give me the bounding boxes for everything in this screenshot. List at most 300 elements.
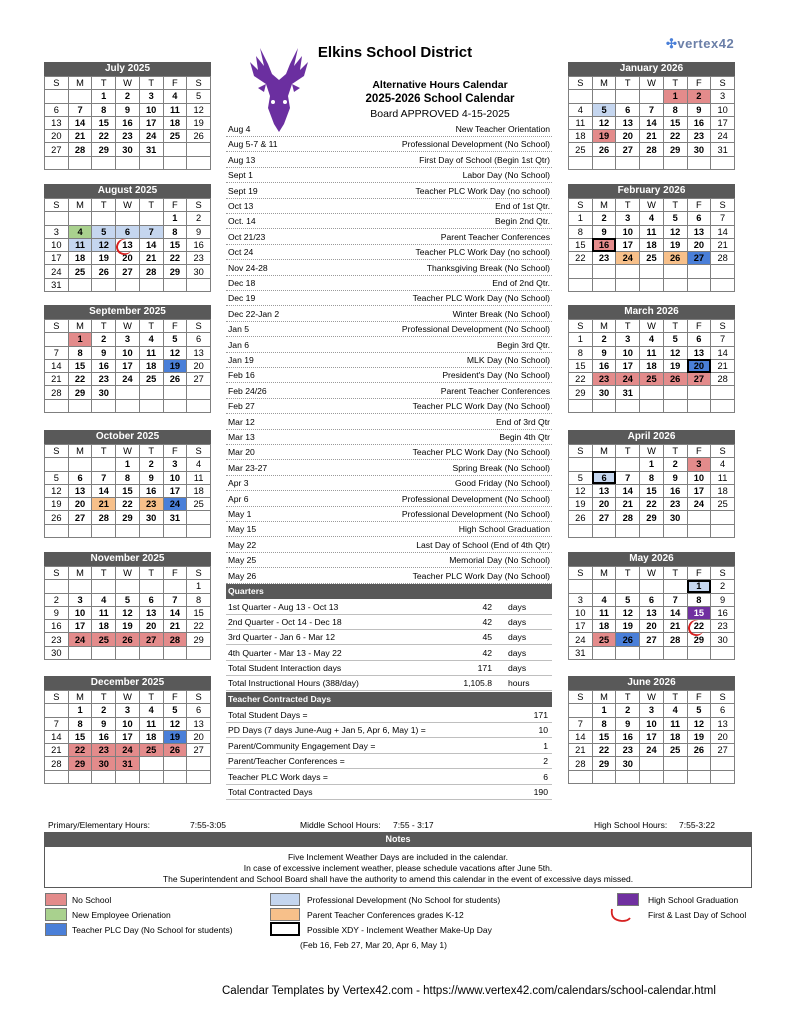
day-cell: 7	[711, 212, 735, 225]
weekday-header: F	[687, 77, 711, 90]
weekday-header: W	[116, 691, 140, 704]
day-cell: 9	[616, 717, 640, 730]
day-cell: 5	[92, 225, 116, 238]
day-cell: 6	[187, 704, 211, 717]
empty-cell	[92, 156, 116, 169]
day-cell: 5	[569, 471, 593, 484]
empty-cell	[640, 265, 664, 278]
day-cell: 27	[68, 511, 92, 524]
quarter-label: 2nd Quarter - Oct 14 - Dec 18	[228, 617, 342, 628]
day-cell: 17	[163, 484, 187, 497]
weekday-header: T	[616, 567, 640, 580]
event-text: Labor Day (No School)	[462, 170, 550, 181]
subtitle-approval: Board APPROVED 4-15-2025	[370, 108, 510, 120]
event-text: Parent Teacher Conferences	[440, 231, 550, 242]
event-text: Begin 2nd Qtr.	[495, 216, 550, 227]
empty-cell	[569, 580, 593, 593]
weekday-header: S	[45, 77, 69, 90]
day-cell: 9	[139, 471, 163, 484]
event-row	[226, 291, 552, 306]
empty-cell	[163, 386, 187, 399]
day-cell: 11	[569, 116, 593, 129]
day-cell: 24	[640, 744, 664, 757]
empty-cell	[711, 386, 735, 399]
weekday-header: M	[68, 77, 92, 90]
day-cell: 27	[711, 744, 735, 757]
empty-cell	[139, 212, 163, 225]
legend-first-last: First & Last Day of School	[648, 910, 747, 920]
empty-cell	[92, 399, 116, 412]
day-cell: 25	[187, 498, 211, 511]
contract-row	[226, 754, 552, 769]
weekday-header: T	[616, 691, 640, 704]
legend-swatch-pd	[270, 893, 300, 906]
day-cell: 5	[187, 90, 211, 103]
weekday-header: S	[711, 567, 735, 580]
day-cell: 5	[663, 333, 687, 346]
empty-cell	[68, 156, 92, 169]
event-date: Dec 19	[228, 293, 256, 304]
day-cell: 31	[569, 646, 593, 659]
month-title: November 2025	[44, 552, 211, 566]
day-cell: 23	[687, 130, 711, 143]
quarter-value: 42	[482, 647, 492, 658]
day-cell: 15	[187, 606, 211, 619]
weekday-header: T	[92, 567, 116, 580]
day-cell: 11	[139, 346, 163, 359]
event-date: Oct 24	[228, 247, 254, 258]
day-cell: 14	[163, 606, 187, 619]
event-text: MLK Day (No School)	[466, 355, 550, 365]
day-cell: 7	[640, 103, 664, 116]
event-row	[226, 214, 552, 229]
day-cell: 20	[711, 730, 735, 743]
day-cell: 6	[687, 333, 711, 346]
empty-cell	[116, 212, 140, 225]
empty-cell	[45, 399, 69, 412]
quarter-value: 42	[482, 617, 492, 628]
event-row	[226, 122, 552, 137]
event-row	[226, 199, 552, 214]
day-cell: 2	[663, 458, 687, 471]
weekday-header: W	[116, 567, 140, 580]
day-cell: 19	[663, 238, 687, 251]
event-date: Mar 20	[228, 447, 255, 458]
day-cell: 16	[139, 484, 163, 497]
day-cell: 18	[592, 620, 616, 633]
event-row	[226, 168, 552, 183]
contract-label: Total Student Days =	[228, 710, 308, 720]
empty-cell	[687, 278, 711, 291]
day-cell: 8	[116, 471, 140, 484]
weekday-header: S	[45, 320, 69, 333]
event-text: Professional Development (No School)	[401, 509, 550, 519]
event-text: Parent Teacher Conferences	[440, 385, 550, 396]
day-cell: 29	[68, 757, 92, 770]
day-cell: 1	[68, 704, 92, 717]
month-title: June 2026	[568, 676, 735, 690]
day-cell: 20	[139, 620, 163, 633]
empty-cell	[163, 770, 187, 783]
day-cell: 27	[139, 633, 163, 646]
day-cell: 26	[187, 130, 211, 143]
day-cell: 17	[45, 252, 69, 265]
weekday-header: F	[687, 320, 711, 333]
day-cell: 8	[68, 717, 92, 730]
note-line: In case of excessive inclement weather, please schedule vacations after June 5th.	[243, 863, 553, 873]
weekday-header: W	[640, 567, 664, 580]
event-row	[226, 153, 552, 168]
event-row	[226, 553, 552, 568]
day-cell: 21	[711, 238, 735, 251]
high-hours: 7:55-3:22	[679, 820, 715, 830]
day-cell: 29	[92, 143, 116, 156]
day-cell: 6	[592, 471, 616, 484]
day-cell: 28	[45, 386, 69, 399]
event-row	[226, 230, 552, 245]
empty-cell	[163, 278, 187, 291]
empty-cell	[187, 524, 211, 537]
legend-xdy: Possible XDY - Inclement Weather Make-Up Day	[307, 925, 492, 935]
event-text: Spring Break (No School)	[452, 462, 550, 473]
weekday-header: T	[663, 320, 687, 333]
day-cell: 17	[687, 484, 711, 497]
empty-cell	[139, 580, 163, 593]
empty-cell	[116, 646, 140, 659]
day-cell: 19	[187, 116, 211, 129]
day-cell: 23	[116, 130, 140, 143]
day-cell: 2	[116, 90, 140, 103]
empty-cell	[45, 90, 69, 103]
empty-cell	[640, 646, 664, 659]
event-row	[226, 322, 552, 337]
event-date: Aug 13	[228, 154, 256, 165]
empty-cell	[45, 524, 69, 537]
weekday-header: S	[45, 445, 69, 458]
event-date: May 1	[228, 509, 252, 519]
empty-cell	[116, 278, 140, 291]
event-text: President's Day (No School)	[442, 370, 550, 381]
day-cell: 12	[687, 717, 711, 730]
empty-cell	[592, 770, 616, 783]
weekday-header: S	[711, 691, 735, 704]
day-cell: 1	[592, 704, 616, 717]
day-cell: 5	[116, 593, 140, 606]
day-cell: 21	[68, 130, 92, 143]
empty-cell	[687, 386, 711, 399]
day-cell: 10	[116, 717, 140, 730]
event-text: Begin 4th Qtr	[499, 432, 550, 442]
day-cell: 19	[92, 252, 116, 265]
event-date: Dec 22-Jan 2	[228, 308, 280, 319]
event-row	[226, 461, 552, 476]
contract-row	[226, 708, 552, 723]
day-cell: 19	[592, 130, 616, 143]
weekday-header: M	[592, 320, 616, 333]
weekday-header: M	[592, 77, 616, 90]
day-cell: 22	[163, 252, 187, 265]
empty-cell	[45, 156, 69, 169]
event-text: Professional Development (No School)	[401, 324, 550, 335]
day-cell: 8	[68, 346, 92, 359]
day-cell: 7	[45, 346, 69, 359]
day-cell: 17	[711, 116, 735, 129]
day-cell: 26	[687, 744, 711, 757]
weekday-header: T	[139, 320, 163, 333]
day-cell: 13	[45, 116, 69, 129]
day-cell: 15	[663, 116, 687, 129]
day-cell: 13	[187, 717, 211, 730]
day-cell: 10	[616, 225, 640, 238]
day-cell: 1	[663, 90, 687, 103]
legend-xdy-dates: (Feb 16, Feb 27, Mar 20, Apr 6, May 1)	[300, 940, 447, 950]
event-date: Apr 6	[228, 493, 249, 504]
event-row	[226, 522, 552, 537]
day-cell: 11	[163, 103, 187, 116]
day-cell: 18	[640, 238, 664, 251]
day-cell: 28	[92, 511, 116, 524]
event-text: First Day of School (Begin 1st Qtr)	[419, 154, 550, 165]
quarter-row	[226, 646, 552, 661]
day-cell: 29	[592, 757, 616, 770]
weekday-header: F	[687, 445, 711, 458]
day-cell: 27	[687, 373, 711, 386]
empty-cell	[68, 278, 92, 291]
day-cell: 6	[139, 593, 163, 606]
high-hours-label: High School Hours:	[594, 820, 668, 830]
day-cell: 4	[663, 704, 687, 717]
empty-cell	[163, 646, 187, 659]
empty-cell	[711, 399, 735, 412]
day-cell: 31	[45, 278, 69, 291]
day-cell: 23	[187, 252, 211, 265]
empty-cell	[569, 770, 593, 783]
day-cell: 27	[640, 633, 664, 646]
event-date: Dec 18	[228, 278, 256, 288]
day-cell: 15	[68, 359, 92, 372]
quarter-unit: days	[508, 647, 527, 658]
weekday-header: F	[163, 320, 187, 333]
day-cell: 26	[92, 265, 116, 278]
legend-no-school: No School	[72, 895, 112, 905]
day-cell: 1	[92, 90, 116, 103]
day-cell: 13	[687, 225, 711, 238]
event-date: Mar 13	[228, 432, 255, 442]
day-cell: 26	[45, 511, 69, 524]
event-date: Feb 27	[228, 401, 255, 412]
event-row	[226, 399, 552, 414]
day-cell: 8	[592, 717, 616, 730]
event-text: Last Day of School (End of 4th Qtr)	[416, 539, 550, 550]
empty-cell	[139, 524, 163, 537]
day-cell: 15	[116, 484, 140, 497]
day-cell: 20	[116, 252, 140, 265]
day-cell: 10	[687, 471, 711, 484]
day-cell: 17	[116, 730, 140, 743]
empty-cell	[68, 646, 92, 659]
contract-label: PD Days (7 days June-Aug + Jan 5, Apr 6, May 1) =	[228, 725, 426, 736]
empty-cell	[116, 524, 140, 537]
day-cell: 8	[640, 471, 664, 484]
day-cell: 9	[116, 103, 140, 116]
event-text: Teacher PLC Work Day (No School)	[412, 401, 550, 412]
weekday-header: S	[45, 199, 69, 212]
day-cell: 3	[687, 458, 711, 471]
day-cell: 30	[45, 646, 69, 659]
day-cell: 8	[569, 225, 593, 238]
day-cell: 31	[116, 757, 140, 770]
quarters-header: Quarters	[226, 584, 552, 599]
weekday-header: F	[163, 445, 187, 458]
contract-row	[226, 785, 552, 800]
weekday-header: S	[187, 199, 211, 212]
day-cell: 15	[163, 238, 187, 251]
weekday-header: S	[711, 320, 735, 333]
day-cell: 24	[687, 498, 711, 511]
empty-cell	[45, 458, 69, 471]
empty-cell	[663, 757, 687, 770]
empty-cell	[640, 399, 664, 412]
weekday-header: T	[139, 567, 163, 580]
vertex42-logo: ✣vertex42	[666, 36, 735, 51]
day-cell: 10	[139, 103, 163, 116]
empty-cell	[616, 265, 640, 278]
day-cell: 7	[616, 471, 640, 484]
day-cell: 28	[45, 757, 69, 770]
day-cell: 9	[92, 346, 116, 359]
weekday-header: S	[45, 567, 69, 580]
day-cell: 27	[592, 511, 616, 524]
day-cell: 28	[68, 143, 92, 156]
empty-cell	[616, 90, 640, 103]
event-text: End of 2nd Qtr.	[492, 278, 550, 288]
month-june-2026	[568, 676, 735, 784]
event-row	[226, 415, 552, 430]
day-cell: 11	[711, 471, 735, 484]
subtitle-alt-hours: Alternative Hours Calendar	[372, 79, 508, 91]
month-october-2025	[44, 430, 211, 538]
day-cell: 6	[640, 593, 664, 606]
day-cell: 8	[569, 346, 593, 359]
weekday-header: W	[640, 77, 664, 90]
day-cell: 30	[592, 386, 616, 399]
weekday-header: W	[116, 77, 140, 90]
day-cell: 28	[640, 143, 664, 156]
empty-cell	[640, 156, 664, 169]
day-cell: 6	[116, 225, 140, 238]
empty-cell	[592, 90, 616, 103]
day-cell: 5	[45, 471, 69, 484]
empty-cell	[711, 156, 735, 169]
note-line: Five Inclement Weather Days are included in the calendar.	[287, 852, 509, 862]
weekday-header: S	[187, 445, 211, 458]
day-cell: 26	[116, 633, 140, 646]
empty-cell	[116, 156, 140, 169]
day-cell: 27	[616, 143, 640, 156]
day-cell: 12	[592, 116, 616, 129]
day-cell: 12	[663, 346, 687, 359]
day-cell: 17	[116, 359, 140, 372]
day-cell: 25	[592, 633, 616, 646]
day-cell: 9	[592, 346, 616, 359]
empty-cell	[163, 399, 187, 412]
empty-cell	[139, 757, 163, 770]
empty-cell	[711, 511, 735, 524]
day-cell: 30	[687, 143, 711, 156]
empty-cell	[592, 265, 616, 278]
empty-cell	[569, 524, 593, 537]
month-november-2025	[44, 552, 211, 660]
day-cell: 3	[616, 212, 640, 225]
weekday-header: S	[569, 199, 593, 212]
day-cell: 2	[711, 580, 735, 593]
quarter-value: 1,105.8	[463, 678, 492, 688]
vertex42-logo-icon: ✣	[666, 36, 678, 51]
weekday-header: T	[616, 320, 640, 333]
weekday-header: F	[163, 691, 187, 704]
event-date: Mar 23-27	[228, 462, 268, 473]
day-cell: 28	[139, 265, 163, 278]
event-row	[226, 445, 552, 460]
day-cell: 7	[163, 593, 187, 606]
empty-cell	[687, 770, 711, 783]
contract-label: Total Contracted Days	[228, 787, 313, 797]
notes-header: Notes	[44, 832, 752, 846]
day-cell: 25	[68, 265, 92, 278]
day-cell: 31	[139, 143, 163, 156]
day-cell: 21	[711, 359, 735, 372]
day-cell: 11	[187, 471, 211, 484]
day-cell: 16	[663, 484, 687, 497]
day-cell: 24	[163, 498, 187, 511]
day-cell: 18	[68, 252, 92, 265]
day-cell: 11	[640, 346, 664, 359]
empty-cell	[663, 399, 687, 412]
day-cell: 13	[592, 484, 616, 497]
day-cell: 13	[711, 717, 735, 730]
day-cell: 10	[711, 103, 735, 116]
day-cell: 21	[640, 130, 664, 143]
weekday-header: W	[640, 320, 664, 333]
day-cell: 13	[139, 606, 163, 619]
contract-row	[226, 739, 552, 754]
legend-new-employee: New Employee Orienation	[72, 910, 171, 920]
day-cell: 4	[139, 704, 163, 717]
empty-cell	[687, 399, 711, 412]
event-row	[226, 137, 552, 152]
day-cell: 14	[45, 730, 69, 743]
day-cell: 8	[187, 593, 211, 606]
empty-cell	[687, 265, 711, 278]
day-cell: 20	[187, 359, 211, 372]
event-date: Feb 16	[228, 370, 255, 381]
empty-cell	[687, 156, 711, 169]
quarter-row	[226, 661, 552, 676]
event-row	[226, 476, 552, 491]
weekday-header: T	[139, 199, 163, 212]
day-cell: 18	[640, 359, 664, 372]
weekday-header: F	[163, 567, 187, 580]
weekday-header: W	[116, 445, 140, 458]
empty-cell	[187, 646, 211, 659]
day-cell: 16	[687, 116, 711, 129]
day-cell: 22	[68, 744, 92, 757]
weekday-header: S	[711, 199, 735, 212]
day-cell: 24	[68, 633, 92, 646]
legend-plc: Teacher PLC Day (No School for students)	[72, 925, 233, 935]
quarter-label: Total Instructional Hours (388/day)	[228, 678, 359, 688]
day-cell: 1	[687, 580, 711, 593]
